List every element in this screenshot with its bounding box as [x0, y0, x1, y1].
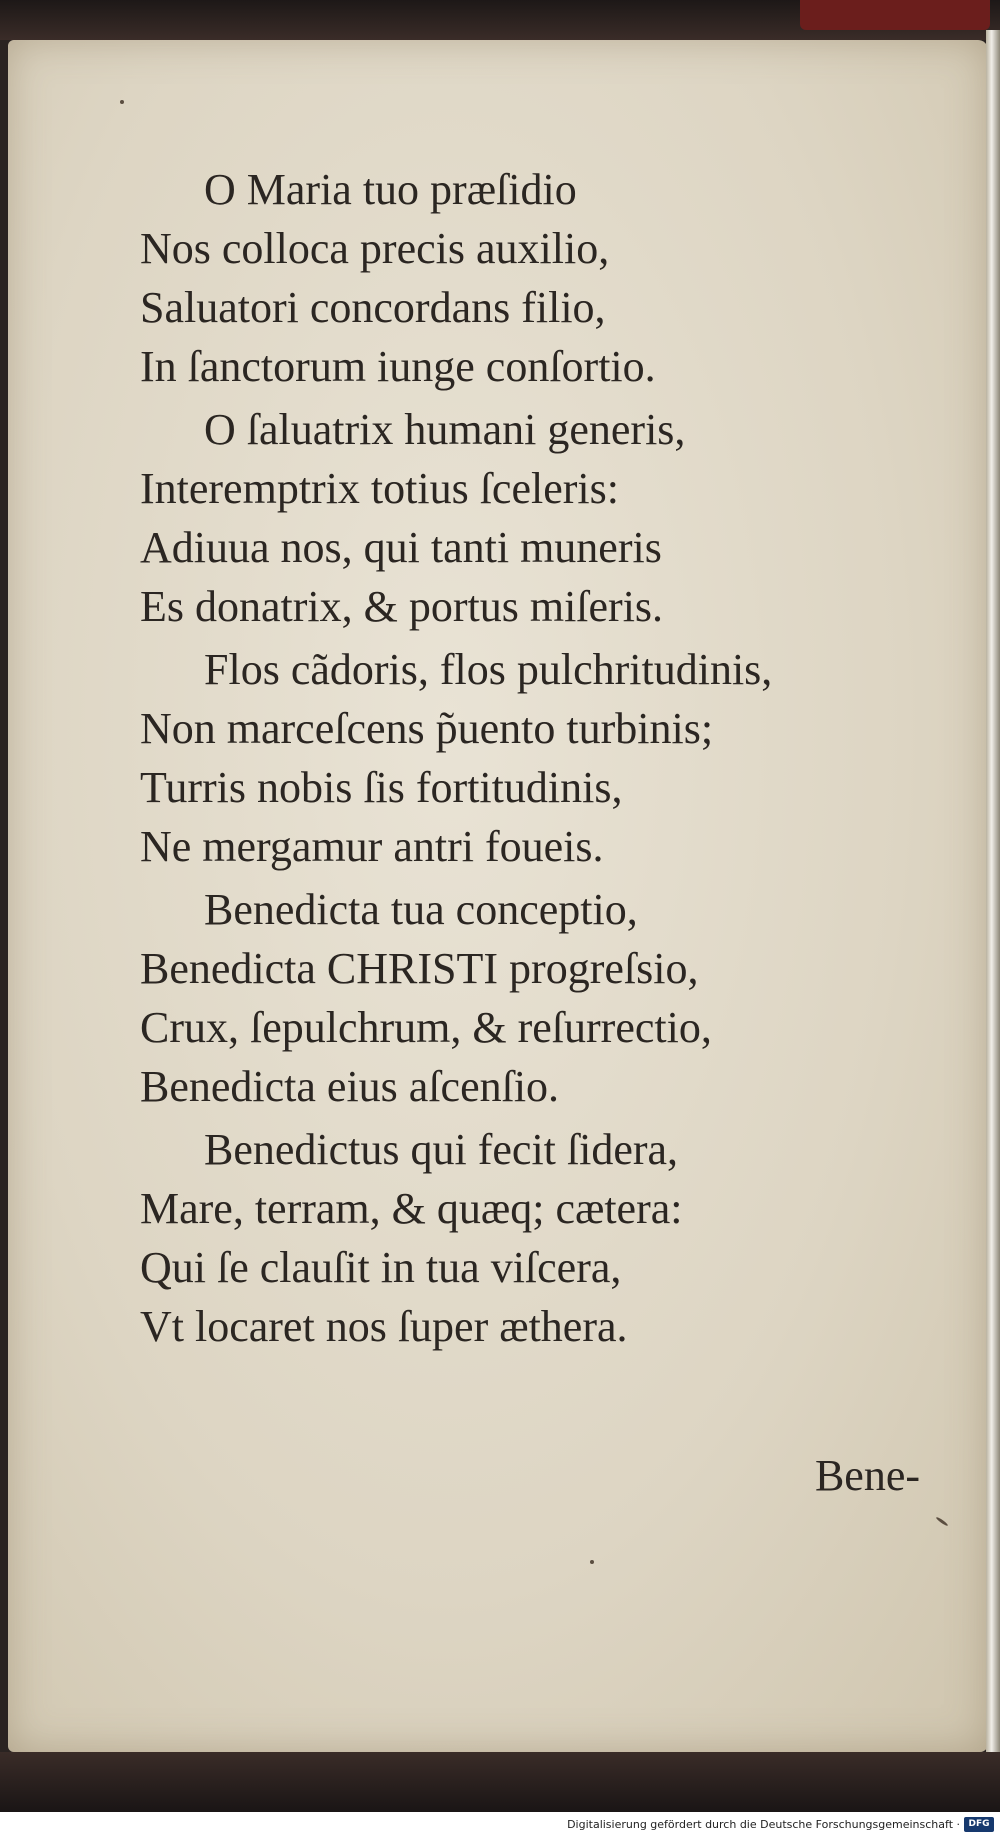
stanza-4	[140, 880, 940, 1116]
verse-line: Benedicta tua conceptio,	[204, 885, 638, 934]
verse-line: Benedicta CHRISTI progreſsio,	[140, 944, 699, 993]
verse-line: Crux, ſepulchrum, & reſurrectio,	[140, 1003, 712, 1052]
funding-credit: Digitalisierung gefördert durch die Deutsche Forschungsgemeinschaft ·	[567, 1818, 960, 1831]
verse-line: O ſaluatrix humani generis,	[204, 405, 686, 454]
hymn-text	[140, 160, 940, 1360]
paper-speck	[590, 1560, 594, 1564]
verse-line: Ne mergamur antri foueis.	[140, 822, 604, 871]
stanza-1	[140, 160, 940, 396]
verse-line: O Maria tuo præſidio	[204, 165, 577, 214]
verse-line: Mare, terram, & quæq; cætera:	[140, 1184, 683, 1233]
verse-line: Interemptrix totius ſceleris:	[140, 464, 619, 513]
verse-line: Saluatori concordans filio,	[140, 283, 606, 332]
stanza-2	[140, 400, 940, 636]
page-edge	[986, 30, 1000, 1760]
stanza-5	[140, 1120, 940, 1356]
footer	[0, 1812, 1000, 1838]
catchword: Bene-	[814, 1451, 920, 1500]
verse-line: Qui ſe clauſit in tua viſcera,	[140, 1243, 622, 1292]
verse-line: Turris nobis ſis fortitudinis,	[140, 763, 623, 812]
verse-line: Non marceſcens p̃uento turbinis;	[140, 704, 714, 753]
verse-line: Nos colloca precis auxilio,	[140, 224, 610, 273]
verse-line: Es donatrix, & portus miſeris.	[140, 582, 664, 631]
verse-line: Benedictus qui fecit ſidera,	[204, 1125, 679, 1174]
scan-bottom-background	[0, 1752, 1000, 1812]
verse-line: Adiuua nos, qui tanti muneris	[140, 523, 662, 572]
stanza-3	[140, 640, 940, 876]
verse-line: Vt locaret nos ſuper æthera.	[140, 1302, 628, 1351]
verse-line: Flos cãdoris, flos pulchritudinis,	[204, 645, 773, 694]
dfg-logo: DFG	[964, 1817, 994, 1832]
verse-line: In ſanctorum iunge conſortio.	[140, 342, 656, 391]
book-cover-edge	[800, 0, 990, 30]
scan-top-background	[0, 0, 1000, 40]
verse-line: Benedicta eius aſcenſio.	[140, 1062, 560, 1111]
paper-speck	[120, 100, 124, 104]
